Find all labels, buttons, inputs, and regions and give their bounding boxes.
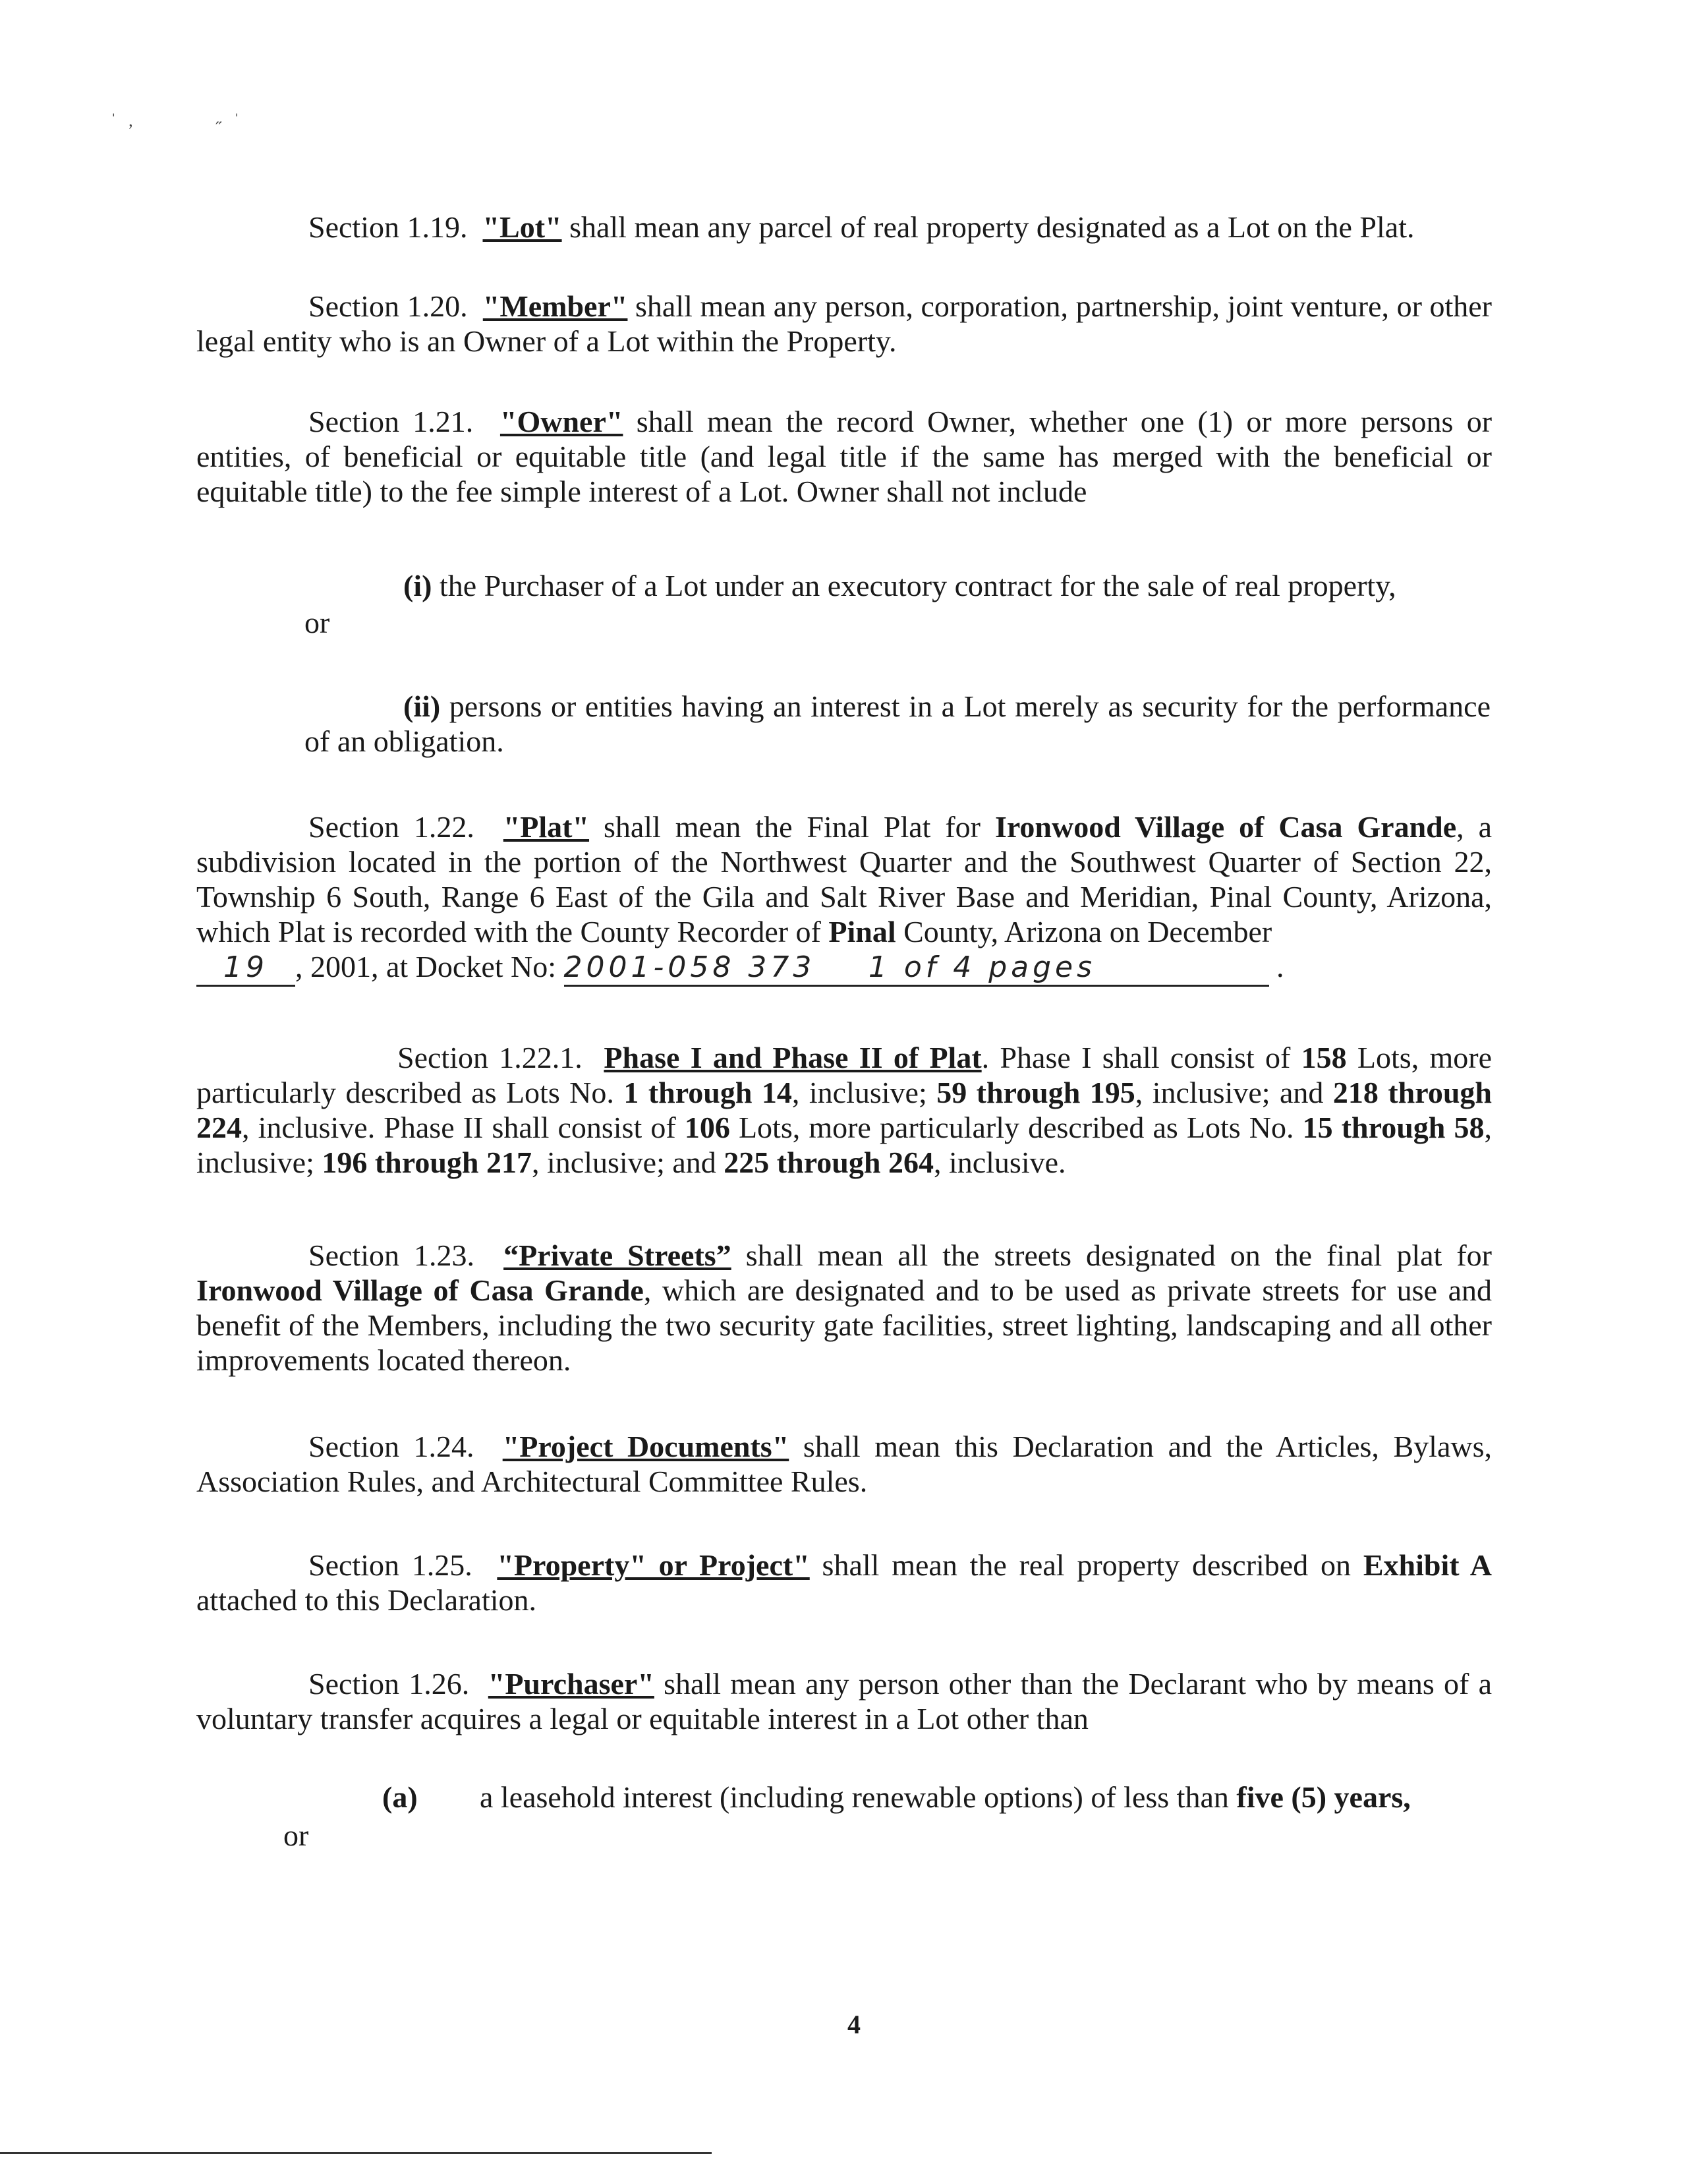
lot-range: 1 through 14: [623, 1076, 792, 1109]
section-text: , inclusive; and: [532, 1146, 724, 1179]
section-text: , inclusive. Phase II shall consist of: [242, 1111, 685, 1144]
lot-count: 106: [684, 1111, 730, 1144]
section-text: shall mean this Declaration and the Articles, Bylaws, Association Rules, and Architectural Committee Rules.: [196, 1430, 1492, 1498]
section-1-22: [196, 809, 1492, 987]
defined-term: "Plat": [503, 810, 590, 844]
section-number: Section 1.22.: [308, 810, 474, 844]
section-1-20: [196, 289, 1492, 359]
section-text: . Phase I shall consist of: [981, 1041, 1301, 1074]
section-1-25: [196, 1548, 1492, 1617]
owner-exclusion-ii: [304, 689, 1491, 759]
section-number: Section 1.23.: [308, 1238, 475, 1272]
defined-term: "Owner": [499, 405, 623, 438]
handwritten-docket-number: 2001-058 373: [563, 950, 816, 984]
section-number: Section 1.22.1.: [397, 1041, 583, 1074]
section-1-24: [196, 1429, 1492, 1499]
item-text: the Purchaser of a Lot under an executory contract for the sale of real property,: [432, 569, 1396, 602]
defined-term: “Private Streets”: [503, 1238, 731, 1272]
section-text: , which are designated and to be used as private streets for use and benefit of the Members, including the two security gate facilities, street lighting, landscaping and all other improvements located thereon.: [196, 1273, 1492, 1377]
defined-term: "Lot": [482, 210, 562, 244]
scan-specks: ˈ , ˶ ˈ: [111, 111, 244, 130]
defined-term: Phase I and Phase II of Plat: [604, 1041, 982, 1074]
purchaser-exclusion-a: [382, 1780, 1496, 1815]
section-1-21: [196, 404, 1492, 509]
handwritten-page-count: 1 of 4 pages: [868, 950, 1096, 984]
exhibit-reference: Exhibit A: [1363, 1548, 1493, 1582]
section-text: shall mean the real property described on: [809, 1548, 1363, 1582]
recording-day-field: [196, 949, 295, 987]
scan-edge-line: [0, 2152, 712, 2154]
section-1-19: [196, 210, 1492, 245]
section-text: shall mean all the streets designated on the final plat for: [731, 1238, 1493, 1272]
section-text: shall mean the record Owner, whether one (1) or more persons or entities, of beneficial or equitable title (and legal title if the same has merged with the beneficial or equitable title) to the fee simple interest of a Lot. Owner shall not include: [196, 405, 1493, 508]
section-text: County, Arizona on December: [896, 915, 1272, 948]
section-text: attached to this Declaration.: [196, 1583, 537, 1617]
lot-range: 218 through 224: [196, 1076, 1492, 1144]
section-text: shall mean any parcel of real property designated as a Lot on the Plat.: [561, 210, 1415, 244]
section-text: , inclusive;: [791, 1076, 937, 1109]
lot-range: 196 through 217: [322, 1146, 532, 1179]
section-text: , 2001, at Docket No:: [295, 950, 564, 983]
section-number: Section 1.20.: [308, 289, 468, 323]
defined-term: "Project Documents": [502, 1430, 789, 1463]
defined-term: "Member": [482, 289, 628, 323]
owner-exclusion-i: [403, 568, 1491, 603]
section-text: shall mean the Final Plat for: [589, 810, 995, 844]
section-text: .: [1276, 950, 1284, 983]
section-text: Lots, more particularly described as Lots No.: [196, 1041, 1493, 1109]
section-number: Section 1.26.: [308, 1667, 470, 1701]
lot-range: 59 through 195: [936, 1076, 1135, 1109]
section-number: Section 1.19.: [308, 210, 468, 244]
section-number: Section 1.24.: [308, 1430, 474, 1463]
section-number: Section 1.21.: [308, 405, 474, 438]
section-1-23: [196, 1238, 1492, 1378]
county-name: Pinal: [828, 915, 896, 948]
section-text: Lots, more particularly described as Lots No.: [729, 1111, 1303, 1144]
item-label: (a): [382, 1780, 418, 1814]
defined-term: "Purchaser": [488, 1667, 654, 1701]
section-1-22-1: [196, 1040, 1492, 1180]
section-text: , inclusive.: [933, 1146, 1066, 1179]
item-label: (i): [403, 569, 432, 602]
or-connector: or: [283, 1819, 309, 1852]
section-text: , inclusive; and: [1135, 1076, 1333, 1109]
section-text: shall mean any person other than the Declarant who by means of a voluntary transfer acquires a legal or equitable interest in a Lot other than: [196, 1667, 1492, 1735]
section-text: , a subdivision located in the portion of the Northwest Quarter and the Southwest Quarter of Section 22, Township 6 South, Range 6 East of the Gila and Salt River Base and Meridian, Pinal County, Arizona, which Plat is recorded with the County Recorder of: [196, 810, 1492, 948]
page-number: 4: [847, 2010, 861, 2039]
subdivision-name: Ironwood Village of Casa Grande: [994, 810, 1457, 844]
item-text: a leasehold interest (including renewable options) of less than: [480, 1780, 1237, 1814]
handwritten-day: 19: [223, 950, 268, 984]
docket-number-field: [564, 949, 1269, 987]
section-text: , inclusive;: [196, 1111, 1493, 1179]
section-1-26: [196, 1666, 1492, 1736]
item-label: (ii): [403, 689, 441, 723]
section-number: Section 1.25.: [308, 1548, 472, 1582]
lot-range: 15 through 58: [1302, 1111, 1485, 1144]
lot-count: 158: [1301, 1041, 1347, 1074]
defined-term: "Property" or Project": [497, 1548, 810, 1582]
section-text: shall mean any person, corporation, partnership, joint venture, or other legal entity who is an Owner of a Lot within the Property.: [196, 289, 1493, 358]
item-term-bold: five (5) years,: [1236, 1780, 1411, 1814]
lot-range: 225 through 264: [724, 1146, 934, 1179]
item-text: persons or entities having an interest in a Lot merely as security for the performance of an obligation.: [304, 689, 1491, 758]
or-connector: or: [304, 606, 330, 639]
subdivision-name: Ironwood Village of Casa Grande: [196, 1273, 644, 1307]
